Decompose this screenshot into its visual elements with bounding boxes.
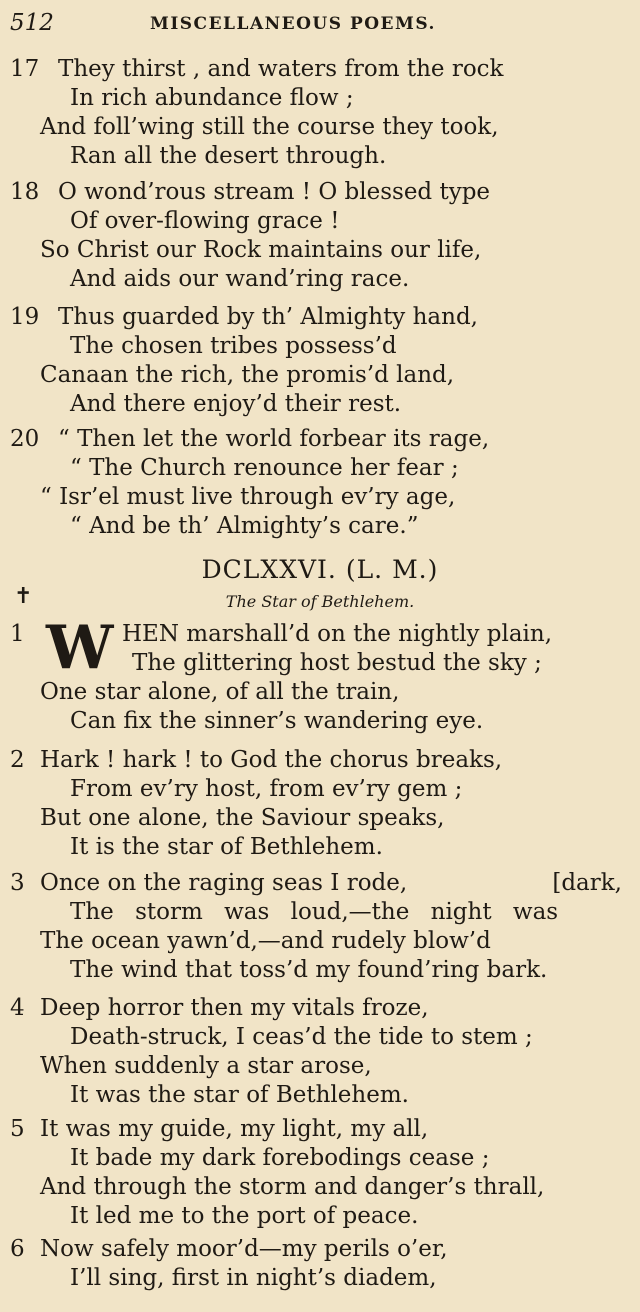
stanza-1: [10, 613, 630, 736]
stanza-5: [10, 1115, 630, 1231]
hymn-subtitle: The Star of Bethlehem.: [225, 592, 415, 611]
drop-cap: W: [46, 613, 114, 683]
page-number: 512: [10, 10, 54, 36]
stanza-number: 2: [10, 747, 25, 773]
verse-line: HEN marshall’d on the nightly plain,: [122, 621, 553, 647]
verse-line: Death-struck, I ceas’d the tide to stem ;: [70, 1024, 533, 1050]
verse-line: “ The Church renounce her fear ;: [70, 455, 459, 481]
verse-line: It was my guide, my light, my all,: [40, 1116, 429, 1142]
stanza-number: 3: [10, 870, 25, 896]
verse-line: It is the star of Bethlehem.: [70, 834, 383, 860]
stanza-number: 6: [10, 1236, 25, 1262]
verse-line: I’ll sing, first in night’s diadem,: [70, 1265, 437, 1291]
stanza-17: [10, 55, 630, 171]
verse-line: And there enjoy’d their rest.: [70, 391, 402, 417]
verse-line: Hark ! hark ! to God the chorus breaks,: [40, 747, 503, 773]
verse-line: The storm was loud,—the night was: [70, 899, 559, 925]
verse-line: The ocean yawn’d,—and rudely blow’d: [40, 928, 491, 954]
stanza-18: [10, 178, 630, 294]
stanza-number: 20: [10, 426, 40, 452]
stanza-4: [10, 994, 630, 1110]
verse-line: Ran all the desert through.: [70, 143, 387, 169]
verse-line: So Christ our Rock maintains our life,: [40, 237, 482, 263]
verse-line: They thirst , and waters from the rock: [58, 56, 504, 82]
hymn-title: DCLXXVI. (L. M.): [201, 555, 439, 584]
stanza-20: [10, 425, 630, 541]
verse-line: The wind that toss’d my found’ring bark.: [70, 957, 548, 983]
verse-line: Thus guarded by th’ Almighty hand,: [58, 304, 478, 330]
verse-line: It was the star of Bethlehem.: [70, 1082, 409, 1108]
verse-line: Of over-flowing grace !: [70, 208, 340, 234]
verse-line: Once on the raging seas I rode,: [40, 870, 408, 896]
verse-line: And aids our wand’ring race.: [70, 266, 410, 292]
verse-line: “ Then let the world forbear its rage,: [58, 426, 490, 452]
verse-line: O wond’rous stream ! O blessed type: [58, 179, 491, 205]
verse-line: And through the storm and danger’s thrall,: [40, 1174, 545, 1200]
stanza-number: 4: [10, 995, 25, 1021]
verse-line: And foll’wing still the course they took,: [40, 114, 499, 140]
verse-line: The glittering host bestud the sky ;: [132, 650, 542, 676]
verse-line: Deep horror then my vitals froze,: [40, 995, 429, 1021]
verse-line: From ev’ry host, from ev’ry gem ;: [70, 776, 463, 802]
stanza-number: 17: [10, 56, 40, 82]
stanza-number: 19: [10, 304, 40, 330]
verse-line: It led me to the port of peace.: [70, 1203, 419, 1229]
printer-mark-icon: ✝: [14, 584, 33, 609]
verse-line: Now safely moor’d—my perils o’er,: [40, 1236, 448, 1262]
stanza-3: [10, 869, 630, 985]
turnover-word: [dark,: [552, 870, 622, 896]
verse-line: When suddenly a star arose,: [40, 1053, 372, 1079]
stanza-number: 18: [10, 179, 40, 205]
verse-line: Canaan the rich, the promis’d land,: [40, 362, 455, 388]
verse-line: Can fix the sinner’s wandering eye.: [70, 708, 484, 734]
verse-line: “ Isr’el must live through ev’ry age,: [40, 484, 456, 510]
verse-line: “ And be th’ Almighty’s care.”: [70, 513, 419, 539]
verse-line: It bade my dark forebodings cease ;: [70, 1145, 490, 1171]
stanza-number: 5: [10, 1116, 25, 1142]
stanza-number: 1: [10, 621, 25, 647]
page-header: [10, 10, 628, 40]
running-title: MISCELLANEOUS POEMS.: [150, 14, 436, 34]
verse-line: But one alone, the Saviour speaks,: [40, 805, 445, 831]
verse-line: The chosen tribes possess’d: [70, 333, 397, 359]
stanza-6: [10, 1235, 630, 1293]
stanza-2: [10, 746, 630, 862]
verse-line: One star alone, of all the train,: [40, 679, 400, 705]
verse-line: In rich abundance flow ;: [70, 85, 354, 111]
stanza-19: [10, 303, 630, 419]
